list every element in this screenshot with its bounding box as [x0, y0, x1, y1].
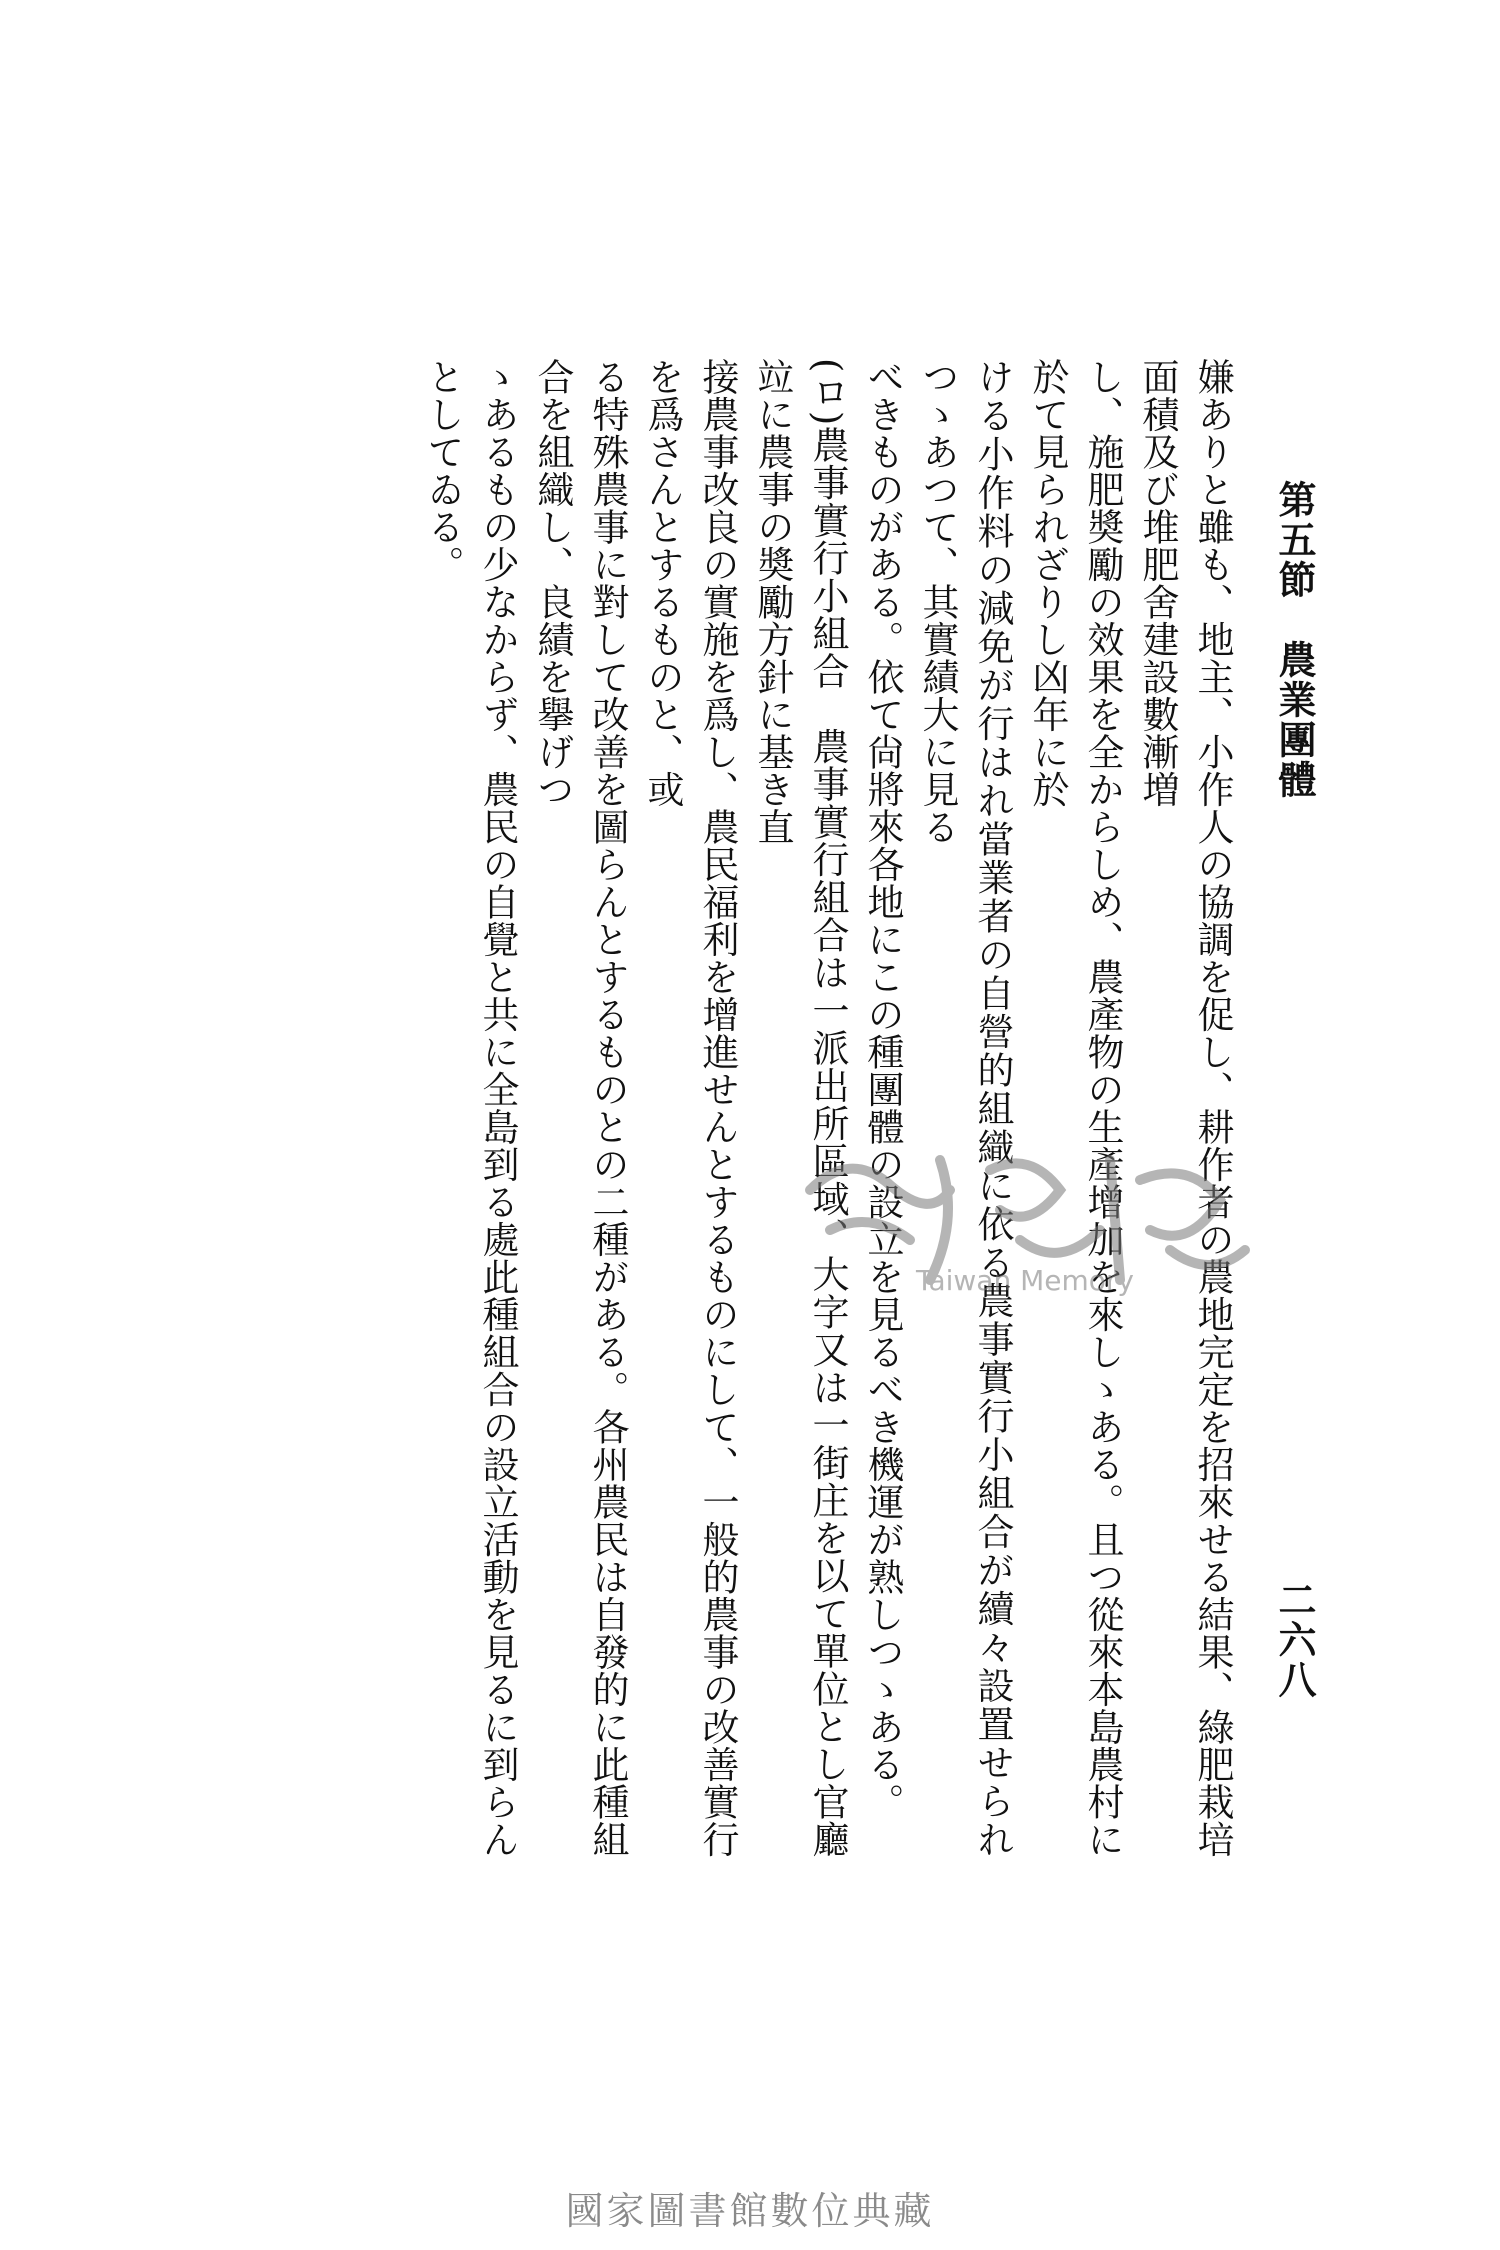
section-title: 第五節 農業團體 [1272, 480, 1317, 800]
running-header [1262, 480, 1322, 1700]
body-line: る特殊農事に對して改善を圖らんとするものとの二種がある。各州農民は自發的に此種組合を組織し、良績を擧げつ [531, 358, 629, 1858]
svg-text:Taiwan Memory: Taiwan Memory [916, 1264, 1134, 1297]
body-line: べきものがある。依て尙將來各地にこの種團體の設立を見るべき機運が熟しつゝある。 [861, 358, 904, 1821]
body-line: 接農事改良の實施を爲し、農民福利を增進せんとするものにして、一般的農事の改善實行を爲さんとするものと、或 [641, 358, 739, 1858]
body-line-subheading: (ロ)農事實行小組合 農事實行組合は一派出所區域、大字又は一街庄を以て單位とし官廳竝に農事の奬勵方針に基き直 [751, 358, 849, 1858]
body-text [421, 358, 1240, 1858]
body-line: ける小作料の減免が行はれ當業者の自營的組織に依る農事實行小組合が續々設置せられつゝあつて、其實績大に見る [916, 358, 1014, 1858]
body-line: 嫌ありと雖も、地主、小作人の協調を促し、耕作者の農地完定を招來せる結果、綠肥栽培面積及び堆肥舍建設數漸増 [1136, 358, 1234, 1858]
page-number: 二六八 [1272, 1580, 1317, 1700]
archive-footer-label: 國家圖書館數位典藏 [565, 2189, 935, 2233]
body-line: ゝあるもの少なからず、農民の自覺と共に全島到る處此種組合の設立活動を見るに到らんとしてゐる。 [421, 358, 519, 1858]
body-line: し、施肥奬勵の效果を全からしめ、農產物の生產增加を來しゝある。且つ從來本島農村に於て見られざりし凶年に於 [1026, 358, 1124, 1858]
